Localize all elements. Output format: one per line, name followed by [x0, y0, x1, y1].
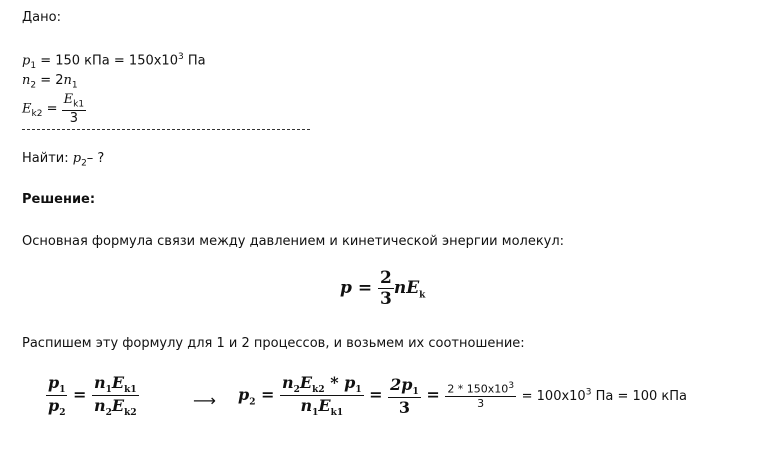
p1-unit: Па — [183, 53, 206, 69]
formula-pressure — [340, 268, 425, 309]
result-equals-3: = — [426, 385, 440, 405]
ek2-symbol: E — [22, 101, 32, 117]
result-equals-2: = — [369, 385, 383, 405]
find-line — [22, 151, 104, 169]
rf1-num-n: n — [282, 373, 294, 392]
rf3-den: 3 — [477, 397, 485, 411]
rf1-den-e-sub: k1 — [330, 408, 344, 419]
f1-num: 2 — [379, 268, 392, 288]
rf1-num-e-sub: k2 — [312, 385, 325, 396]
result-unit: Па = 100 кПа — [591, 389, 688, 405]
p1-value: = 150 кПа = 150x10 — [40, 53, 178, 69]
e-den-n-sub: 2 — [105, 408, 112, 419]
n2-value: = 2 — [40, 73, 64, 88]
ratio-num-sub: 1 — [59, 385, 66, 396]
result-final — [522, 389, 687, 404]
ek1-symbol: E — [63, 92, 74, 107]
rf3-num: 2 * 150x10 — [447, 383, 509, 397]
p2-subscript: 2 — [249, 397, 256, 408]
rf2-num: 2p — [390, 374, 413, 394]
rf1-den-n-sub: 1 — [312, 408, 319, 419]
given-p1 — [22, 52, 206, 71]
ratio-den: p — [48, 396, 60, 416]
ek2-subscript: k2 — [31, 108, 43, 119]
find-subscript: 2 — [81, 158, 87, 169]
given-heading: Дано: — [22, 10, 61, 25]
solution-text1: Основная формула связи между давлением и кинетической энергии молекул: — [22, 234, 565, 249]
p2-symbol: p — [238, 385, 250, 405]
e-den-e: E — [111, 396, 125, 416]
ratio-num: p — [48, 373, 60, 392]
rf1-den-e: E — [318, 396, 331, 416]
f1-equals: = — [357, 278, 373, 298]
ratio-p — [46, 373, 67, 418]
result-exp: 3 — [585, 387, 592, 398]
p1-symbol: p — [22, 53, 31, 69]
n2-symbol: n — [22, 73, 31, 88]
n1-symbol: n — [63, 73, 72, 88]
find-symbol: p — [72, 151, 82, 166]
given-ek2 — [22, 92, 86, 126]
result-fraction-2 — [388, 375, 421, 417]
f1-den: 3 — [379, 289, 392, 309]
f1-fraction — [378, 268, 394, 309]
given-n2 — [22, 73, 78, 91]
ek2-equals: = — [46, 101, 58, 117]
formula-result — [238, 373, 687, 418]
p1-subscript: 1 — [30, 60, 37, 71]
f1-rhs-sub: k — [419, 290, 426, 301]
result-fraction-1 — [280, 373, 364, 418]
e-num-n-sub: 1 — [105, 385, 112, 396]
ratio-equals: = — [73, 385, 87, 405]
ratio-energy — [92, 373, 139, 418]
ek2-denominator: 3 — [69, 110, 78, 126]
rf1-num-p: * p — [324, 373, 356, 392]
solution-heading: Решение: — [22, 192, 96, 207]
arrow: ⟶ — [193, 391, 216, 410]
e-num-n: n — [94, 373, 106, 392]
rf1-num-p-sub: 1 — [355, 385, 362, 396]
rf2-num-sub: 1 — [412, 386, 419, 397]
f1-lhs: p — [340, 278, 352, 298]
rf1-num-n-sub: 2 — [293, 385, 300, 396]
n1-subscript: 1 — [71, 80, 78, 91]
find-label: Найти: — [22, 151, 69, 166]
e-den-e-sub: k2 — [124, 408, 137, 419]
ratio-den-sub: 2 — [59, 408, 66, 419]
e-num-e: E — [111, 373, 125, 392]
rf1-num-e: E — [299, 373, 313, 392]
e-num-e-sub: k1 — [124, 385, 137, 396]
solution-text2: Распишем эту формулу для 1 и 2 процессов, и возьмем их соотношение: — [22, 336, 525, 351]
p1-exponent: 3 — [177, 52, 184, 62]
result-fraction-3 — [445, 381, 516, 410]
divider — [22, 129, 310, 130]
rf3-num-exp: 3 — [508, 381, 515, 392]
rf2-den: 3 — [398, 397, 411, 417]
find-question: – ? — [86, 151, 105, 166]
rf1-den-n: n — [300, 396, 313, 416]
formula-ratio — [46, 373, 139, 418]
e-den-n: n — [94, 396, 106, 416]
ek2-fraction — [62, 92, 86, 126]
result-value: = 100x10 — [521, 389, 586, 405]
n2-subscript: 2 — [30, 80, 37, 91]
f1-rhs: nE — [393, 278, 420, 298]
ek1-subscript: k1 — [73, 99, 85, 110]
result-equals-1: = — [261, 385, 275, 405]
